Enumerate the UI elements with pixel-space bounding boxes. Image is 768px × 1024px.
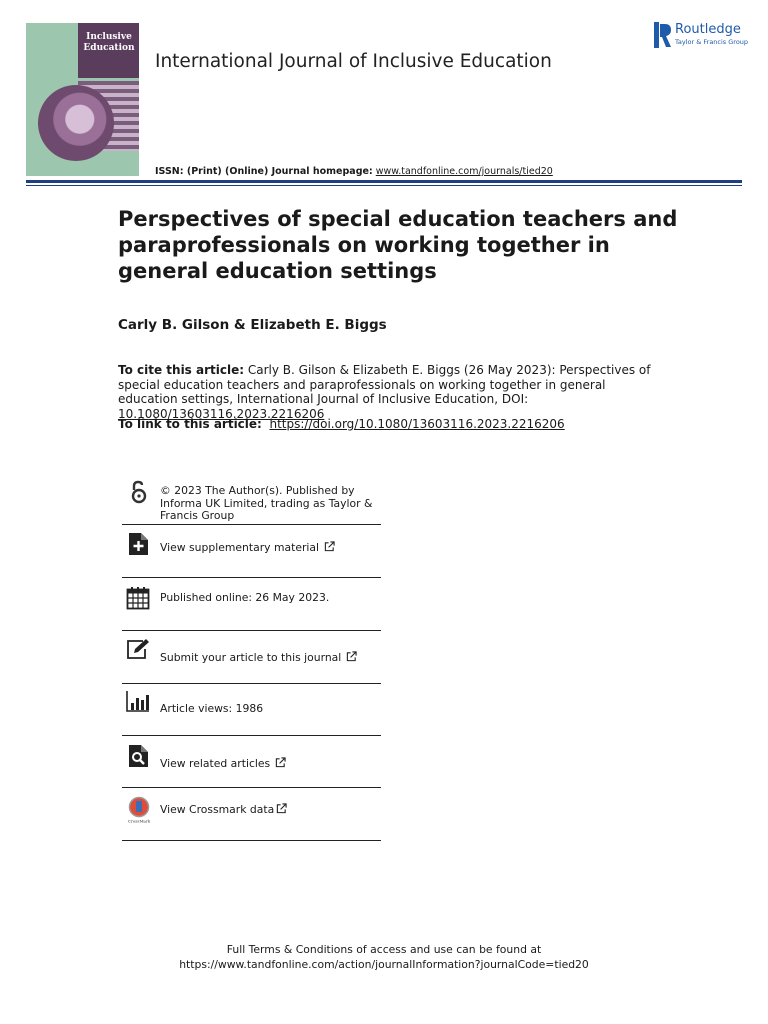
submit-text[interactable] bbox=[160, 651, 385, 665]
published-row bbox=[122, 577, 381, 631]
cover-face-graphic bbox=[38, 85, 114, 161]
supplementary-row[interactable] bbox=[122, 524, 381, 578]
crossmark-icon bbox=[125, 796, 153, 824]
journal-title: International Journal of Inclusive Education bbox=[155, 51, 552, 72]
issn-label: ISSN: (Print) (Online) Journal homepage: bbox=[155, 166, 373, 177]
routledge-r-icon bbox=[654, 22, 672, 48]
cover-title bbox=[80, 32, 138, 54]
header-rule bbox=[26, 180, 742, 183]
terms-footer bbox=[0, 942, 768, 972]
supplementary-file-icon bbox=[126, 532, 150, 556]
article-link-line bbox=[118, 417, 565, 431]
open-access-icon bbox=[126, 480, 150, 504]
article-authors: Carly B. Gilson & Elizabeth E. Biggs bbox=[118, 317, 387, 333]
supplementary-text[interactable] bbox=[160, 541, 385, 555]
issn-homepage-line bbox=[155, 166, 553, 177]
external-link-icon bbox=[324, 541, 335, 552]
cover-title-line2: Education bbox=[83, 43, 135, 53]
edit-icon bbox=[126, 638, 150, 662]
copyright-text: © 2023 The Author(s). Published by Informa UK Limited, trading as Taylor & Francis Group bbox=[160, 484, 373, 522]
related-text[interactable] bbox=[160, 757, 385, 771]
cite-text: Carly B. Gilson & Elizabeth E. Biggs (26 May 2023): Perspectives of special education teachers and paraprofessionals on working together in general education settings, International Journal of Inclusive Education, DOI: bbox=[118, 363, 651, 407]
article-title: Perspectives of special education teachers and paraprofessionals on working together in general education settings bbox=[118, 207, 678, 283]
publisher-group: Taylor & Francis Group bbox=[675, 38, 749, 46]
open-access-row bbox=[122, 475, 381, 525]
journal-homepage-link[interactable]: www.tandfonline.com/journals/tied20 bbox=[375, 166, 553, 177]
doi-link[interactable]: 10.1080/13603116.2023.2216206 bbox=[118, 406, 325, 421]
routledge-logo[interactable] bbox=[654, 22, 749, 50]
external-link-icon bbox=[275, 757, 286, 768]
calendar-icon bbox=[126, 586, 150, 610]
article-views: Article views: 1986 bbox=[160, 702, 264, 715]
external-link-icon bbox=[346, 651, 357, 662]
crossmark-row[interactable] bbox=[122, 787, 381, 841]
crossmark-label: View Crossmark data bbox=[160, 803, 275, 816]
citation-block bbox=[118, 363, 658, 421]
crossmark-text[interactable] bbox=[160, 803, 385, 817]
publisher-name: Routledge bbox=[675, 22, 741, 37]
external-link-icon bbox=[276, 803, 287, 814]
terms-line: Full Terms & Conditions of access and use can be found at bbox=[226, 943, 542, 956]
journal-cover-image bbox=[26, 23, 139, 176]
terms-url[interactable]: https://www.tandfonline.com/action/journalInformation?journalCode=tied20 bbox=[179, 958, 589, 971]
link-label: To link to this article: bbox=[118, 417, 262, 431]
article-doi-url[interactable]: https://doi.org/10.1080/13603116.2023.2216206 bbox=[269, 417, 565, 431]
cite-label: To cite this article: bbox=[118, 363, 245, 377]
crossmark-logo-label: CrossMark bbox=[127, 818, 151, 824]
bar-chart-icon bbox=[126, 689, 150, 713]
published-date: Published online: 26 May 2023. bbox=[160, 591, 330, 604]
submit-row[interactable] bbox=[122, 630, 381, 684]
cover-title-line1: Inclusive bbox=[86, 32, 132, 42]
related-label: View related articles bbox=[160, 757, 271, 770]
submit-label: Submit your article to this journal bbox=[160, 651, 342, 664]
supplementary-label: View supplementary material bbox=[160, 541, 320, 554]
views-row bbox=[122, 683, 381, 736]
related-row[interactable] bbox=[122, 735, 381, 788]
header-rule-thin bbox=[26, 185, 742, 186]
related-articles-icon bbox=[126, 744, 150, 768]
